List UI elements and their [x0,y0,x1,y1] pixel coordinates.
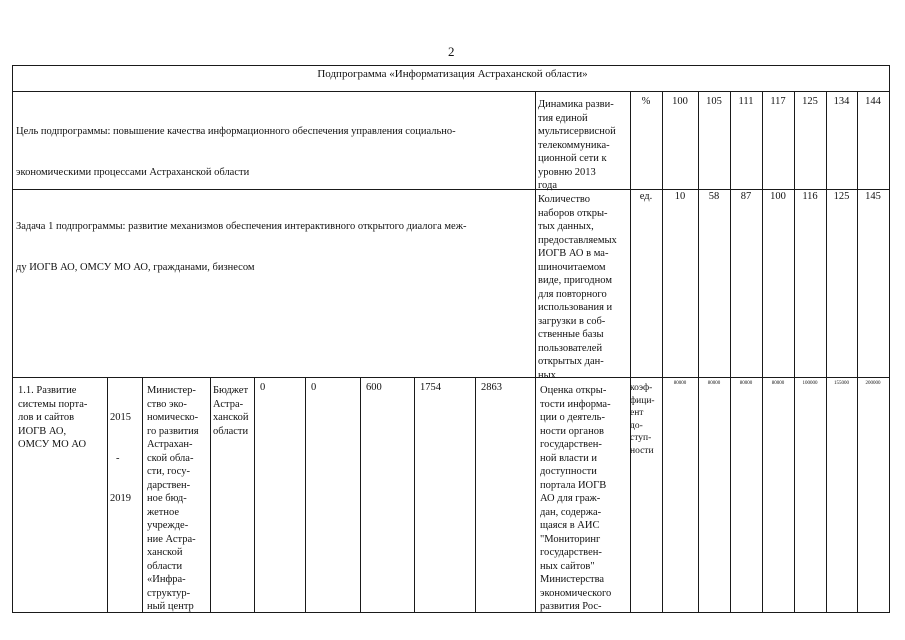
executor-line: ное бюд- [147,493,187,504]
task-value: 145 [865,191,881,202]
indicator-line: Количество [538,194,591,205]
indicator-line: телекоммуника- [538,139,610,151]
activity-name-line: лов и сайтов [18,412,75,423]
task-unit: ед. [639,191,653,202]
indicator-line: шиночитаемом [538,261,606,273]
executor-line: ской обла- [147,452,194,464]
indicator-line: доступности [540,466,597,477]
goal-description-line: экономическими процессами Астраханской области [16,166,250,178]
task-description-line: ду ИОГВ АО, ОМСУ МО АО, гражданами, бизнесом [16,261,255,273]
executor-line: области [147,560,183,572]
goal-value: 111 [738,96,754,107]
executor-line: жетное [147,506,180,518]
indicator-line: Динамика разви- [538,99,614,110]
indicator-line: государствен- [540,547,602,558]
column-divider [142,377,143,613]
activity-value: 80000 [707,381,721,386]
goal-value: 105 [706,96,722,107]
task-indicator [538,193,617,382]
indicator-line: развития Рос- [540,601,602,612]
indicator-line: наборов откры- [538,207,608,219]
executor-line: Министер- [147,385,196,396]
table-border-left [12,65,13,613]
column-divider [762,91,763,613]
activity-name-line: ОМСУ МО АО [18,439,87,450]
goal-indicator [538,98,616,193]
column-divider [475,377,476,613]
goal-description [16,98,456,193]
source-line: Астра- [213,398,244,410]
indicator-line: ности органов [540,425,604,437]
indicator-line: мультисервисной [538,126,616,137]
indicator-line: тия единой [538,112,588,124]
task-description [16,193,466,288]
column-divider [857,91,858,613]
indicator-line: открытых дан- [538,356,604,367]
indicator-line: ИОГВ АО в ма- [538,248,609,259]
executor-line: ство эко- [147,398,187,410]
goal-value: 125 [802,96,818,107]
row-divider [12,91,890,92]
unit-line: ступ- [630,433,652,443]
unit-line: ент [630,408,644,418]
table-border-top [12,65,890,66]
unit-line: ности [630,445,654,456]
goal-description-line: Цель подпрограммы: повышение качества информационного обеспечения управления социально- [16,126,456,137]
activity-name-line: 1.1. Развитие [18,385,77,396]
indicator-line: уровню 2013 [538,166,596,178]
goal-value: 144 [865,96,881,107]
activity-name [18,384,87,452]
indicator-line: для повторного [538,288,607,300]
task-description-line: Задача 1 подпрограммы: развитие механизмов обеспечения интерактивного открытого диалога меж- [16,221,467,232]
source-line: области [213,425,249,437]
column-divider [730,91,731,613]
activity-value: 80000 [771,381,785,386]
indicator-line: ции о деятель- [540,412,605,423]
indicator-line: виде, пригодном [538,275,612,286]
executor-line: ханской [147,547,183,558]
indicator-line: ных [538,369,556,381]
activity-unit [630,382,655,457]
activity-executor [147,384,199,614]
executor-line: структур- [147,587,191,599]
executor-line: го развития [147,425,199,437]
column-divider [414,377,415,613]
table-border-bottom [12,612,890,613]
goal-value: 100 [672,96,688,107]
column-divider [630,91,631,613]
column-divider [662,91,663,613]
column-divider [210,377,211,613]
indicator-line: ционной сети к [538,153,607,164]
indicator-line: года [538,180,557,191]
task-value: 125 [833,191,850,202]
indicator-line: щаяся в АИС [540,520,600,531]
activity-value: 155000 [834,381,849,386]
activity-name-line: системы порта- [18,398,88,410]
activity-value: 80000 [739,381,753,386]
finance-value: 0 [311,382,317,393]
executor-line: номическо- [147,412,199,423]
activity-period [110,384,131,519]
indicator-line: ных сайтов" [540,560,595,572]
activity-value: 200000 [865,381,881,386]
goal-value: 117 [770,96,786,107]
executor-line: ние Астра- [147,533,196,545]
executor-line: учрежде- [147,520,189,531]
unit-line: фици- [630,395,655,406]
activity-name-line: ИОГВ АО, [18,425,67,437]
goal-unit: % [641,96,651,107]
finance-value: 600 [366,382,382,393]
task-value: 58 [708,191,720,202]
indicator-line: пользователей [538,342,603,354]
column-divider [107,377,108,613]
indicator-line: ственные базы [538,329,604,340]
indicator-line: ной власти и [540,452,597,464]
activity-value: 100000 [802,381,818,386]
task-value: 87 [740,191,752,202]
executor-line: ный центр [147,601,194,612]
indicator-line: АО для граж- [540,493,601,504]
indicator-line: "Мониторинг [540,533,601,545]
column-divider [535,91,536,613]
column-divider [305,377,306,613]
indicator-line: загрузки в соб- [538,315,606,327]
source-line: ханской [213,412,249,423]
period-separator: - [116,452,120,464]
subprogram-title: Подпрограмма «Информатизация Астраханской области» [317,68,588,80]
unit-line: коэф- [630,383,653,393]
indicator-line: тых данных, [538,221,594,232]
column-divider [698,91,699,613]
indicator-line: использования и [538,302,613,313]
period-end: 2019 [110,493,131,504]
page-number: 2 [448,44,455,59]
activity-value: 80000 [673,381,687,386]
period-start: 2015 [110,412,131,423]
executor-line: «Инфра- [147,574,186,585]
indicator-line: экономического [540,587,612,599]
column-divider [826,91,827,613]
task-value: 100 [770,191,786,202]
indicator-line: предоставляемых [538,234,617,246]
indicator-line: тости информа- [540,398,611,410]
executor-line: дарствен- [147,479,191,491]
finance-value: 1754 [420,382,441,393]
task-value: 10 [674,191,686,202]
indicator-line: дан, содержа- [540,506,602,518]
column-divider [794,91,795,613]
indicator-line: государствен- [540,439,602,450]
column-divider [360,377,361,613]
executor-line: сти, госу- [147,466,190,477]
table-border-right [889,65,890,613]
indicator-line: Министерства [540,574,605,585]
finance-value: 0 [260,382,266,393]
indicator-line: Оценка откры- [540,385,607,396]
goal-value: 134 [833,96,850,107]
executor-line: Астрахан- [147,439,193,450]
row-divider [12,377,890,378]
finance-value: 2863 [481,382,502,393]
source-line: Бюджет [213,385,249,396]
activity-indicator [540,384,611,614]
unit-line: до- [630,420,643,431]
activity-funding-source [213,384,249,438]
task-value: 116 [802,191,818,202]
indicator-line: портала ИОГВ [540,479,607,491]
column-divider [254,377,255,613]
